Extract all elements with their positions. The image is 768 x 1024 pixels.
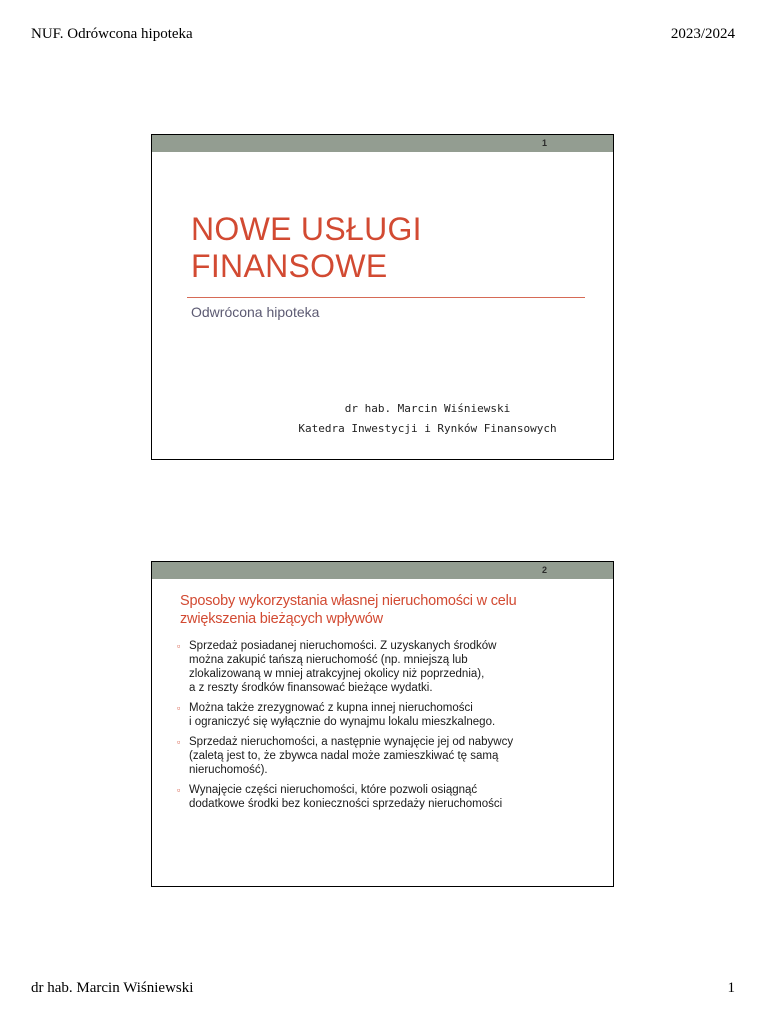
bullet-line: Sprzedaż posiadanej nieruchomości. Z uzyskanych środków <box>189 640 497 652</box>
slide-title-line-2: zwiększenia bieżących wpływów <box>180 611 383 627</box>
bullet-line: zlokalizowaną w mniej atrakcyjnej okolicy niż poprzednia), <box>189 668 485 680</box>
slide-title-line-2: FINANSOWE <box>191 248 388 284</box>
slide-number: 2 <box>541 565 547 575</box>
bullet-line: Wynajęcie części nieruchomości, które pozwoli osiągnąć <box>189 784 478 796</box>
bullet-line: Sprzedaż nieruchomości, a następnie wynajęcie jej od nabywcy <box>189 736 514 748</box>
page-header-year: 2023/2024 <box>670 26 735 42</box>
bullet-icon: ▫ <box>177 785 181 795</box>
slide-subtitle: Odwrócona hipoteka <box>191 304 320 320</box>
bullet-list <box>176 639 596 817</box>
slide-1 <box>151 134 614 460</box>
bullet-line: a z reszty środków finansować bieżące wydatki. <box>189 682 433 694</box>
list-item <box>176 701 596 729</box>
bullet-icon: ▫ <box>177 703 181 713</box>
slide-title-line-1: NOWE USŁUGI <box>191 211 422 247</box>
bullet-line: i ograniczyć się wyłącznie do wynajmu lokalu mieszkalnego. <box>189 716 496 728</box>
slide-title <box>191 211 591 285</box>
bullet-icon: ▫ <box>177 737 181 747</box>
list-item <box>176 639 596 695</box>
author-name: dr hab. Marcin Wiśniewski <box>344 402 511 415</box>
bullet-icon: ▫ <box>177 641 181 651</box>
slide-number: 1 <box>541 138 547 148</box>
title-divider <box>187 297 585 298</box>
author-block <box>152 399 613 439</box>
page-number: 1 <box>727 980 735 996</box>
bullet-line: można zakupić tańszą nieruchomość (np. mniejszą lub <box>189 654 468 666</box>
bullet-line: nieruchomość). <box>189 764 268 776</box>
list-item <box>176 783 596 811</box>
author-department: Katedra Inwestycji i Rynków Finansowych <box>298 422 557 435</box>
page-footer-author: dr hab. Marcin Wiśniewski <box>31 980 194 996</box>
slide-2 <box>151 561 614 887</box>
slide-title <box>180 592 590 628</box>
slide-header-bar <box>152 562 613 579</box>
list-item <box>176 735 596 777</box>
page-header-title: NUF. Odrówcona hipoteka <box>31 26 193 42</box>
slide-title-line-1: Sposoby wykorzystania własnej nieruchomości w celu <box>180 593 517 609</box>
slide-header-bar <box>152 135 613 152</box>
bullet-line: dodatkowe środki bez konieczności sprzedaży nieruchomości <box>189 798 503 810</box>
bullet-line: (zaletą jest to, że zbywca nadal może zamieszkiwać tę samą <box>189 750 499 762</box>
bullet-line: Można także zrezygnować z kupna innej nieruchomości <box>189 702 473 714</box>
